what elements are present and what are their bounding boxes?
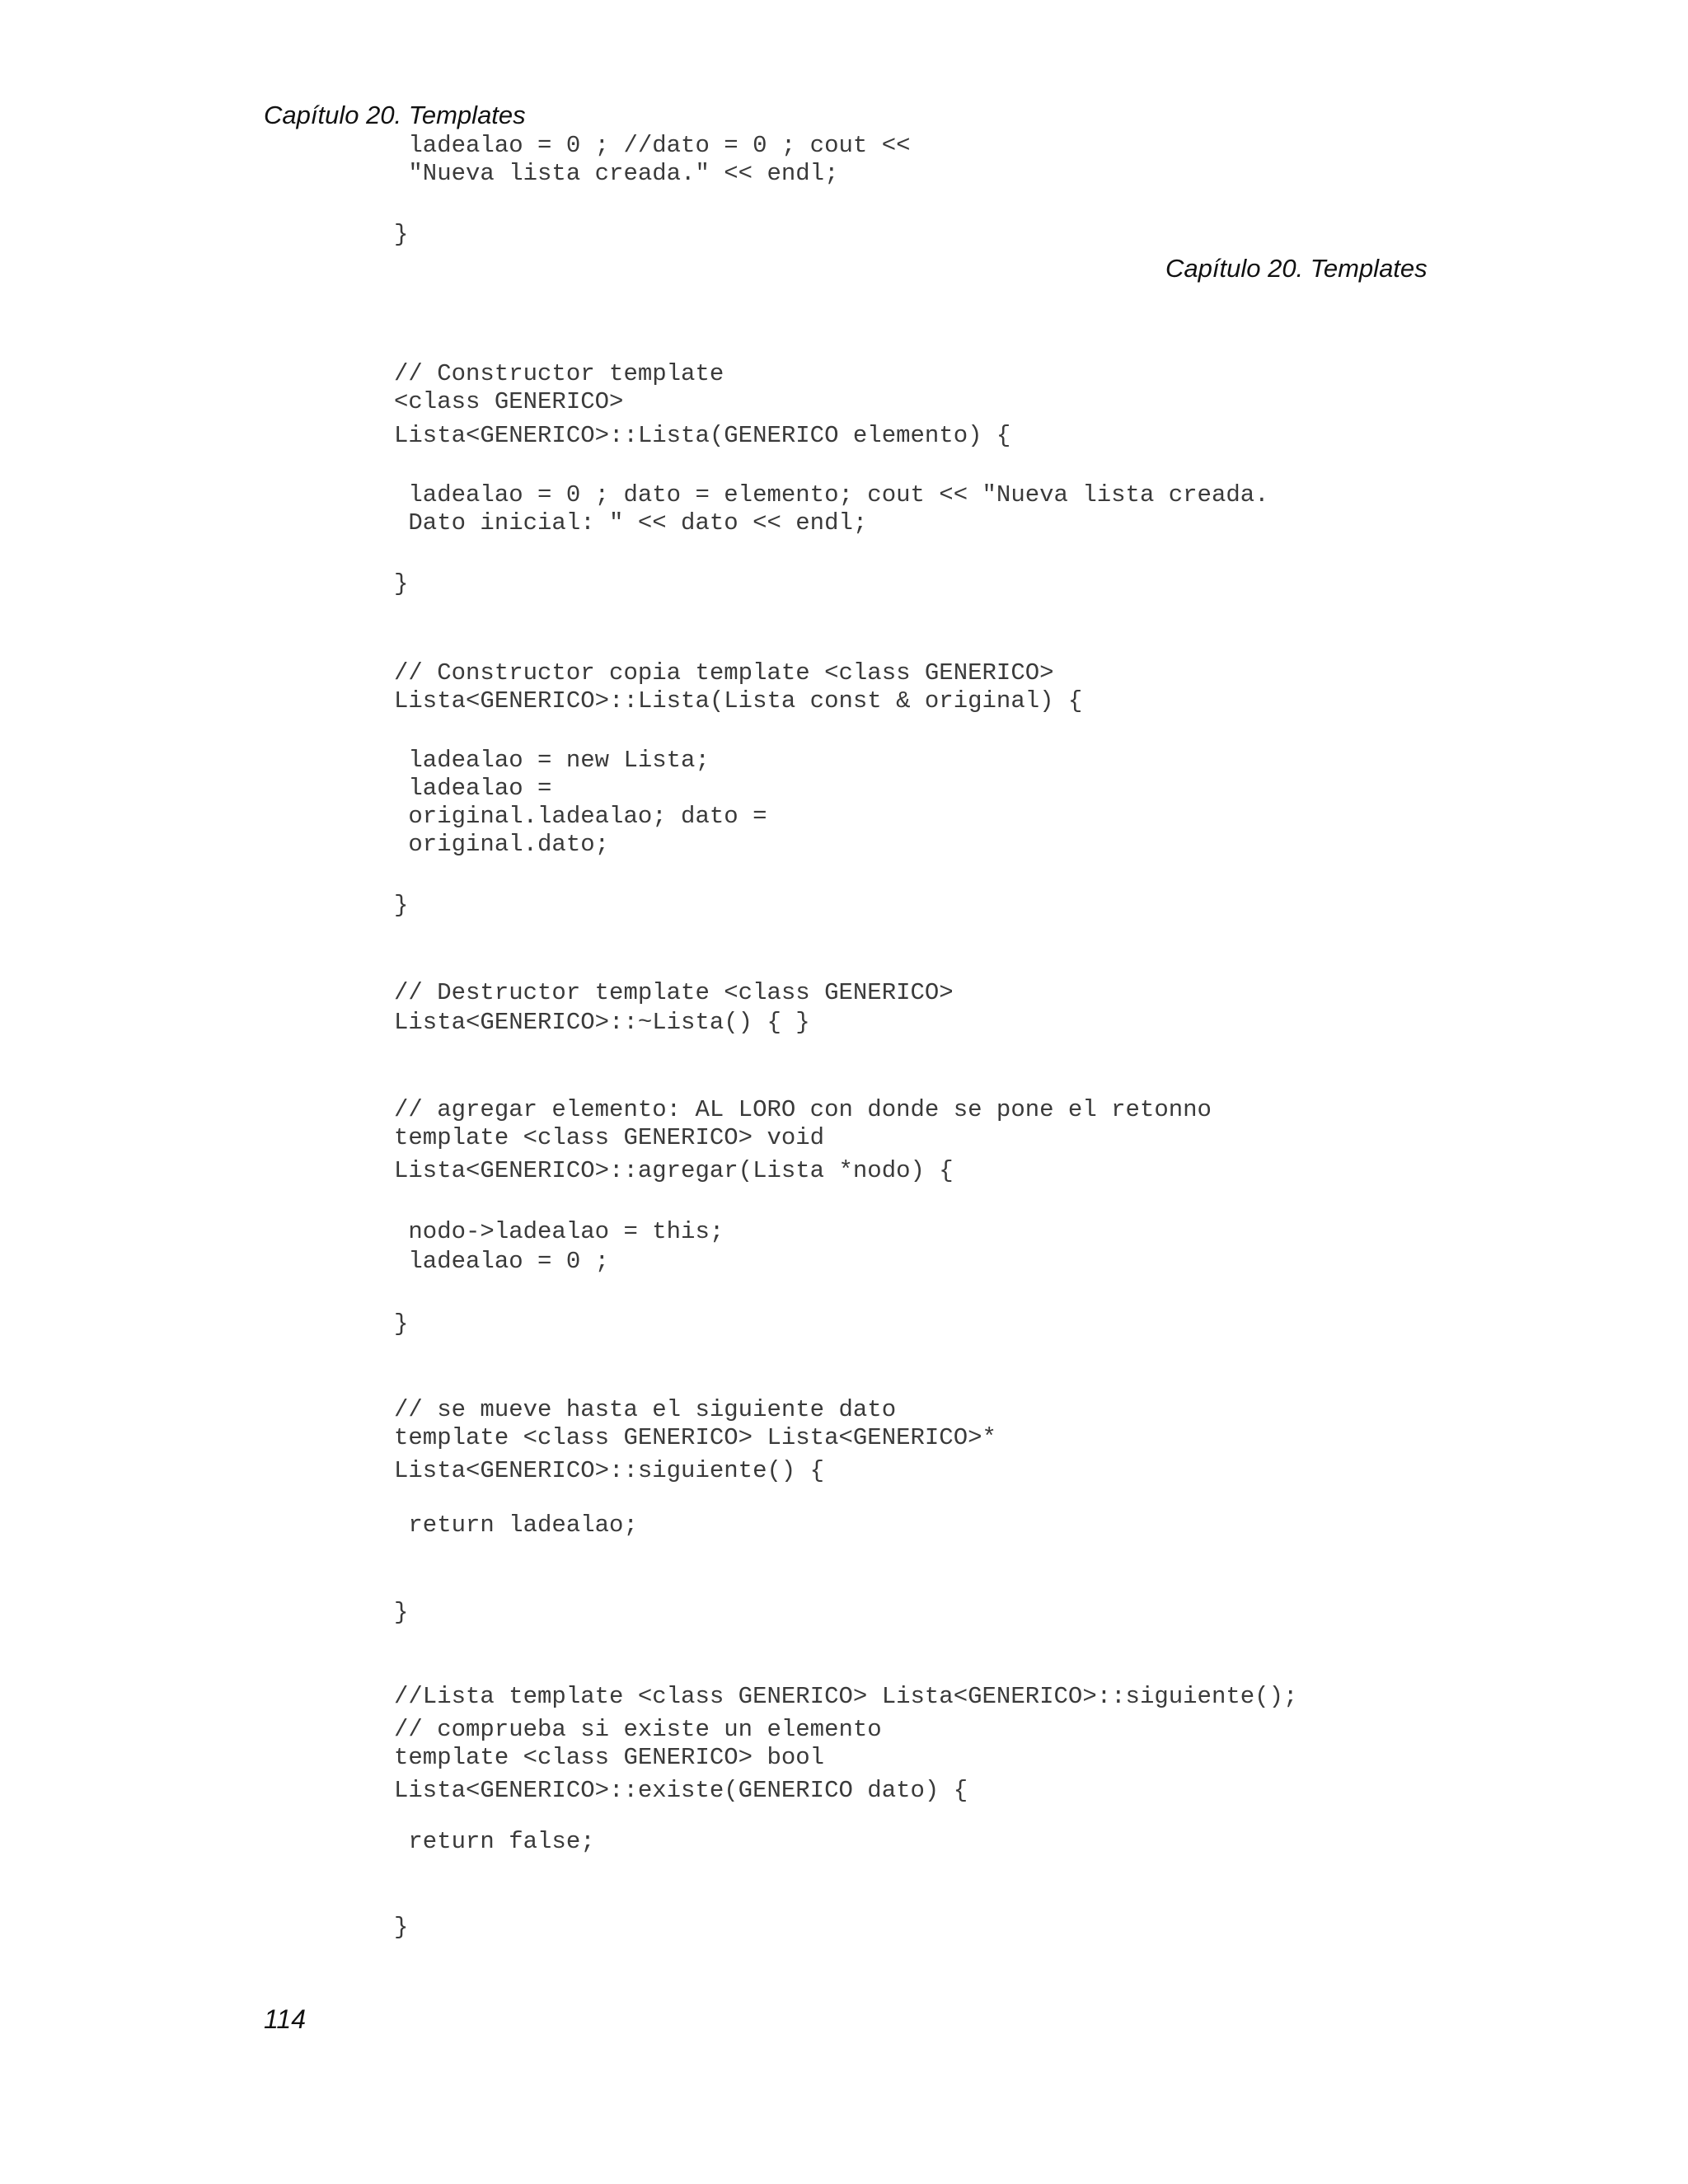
code-line: Lista<GENERICO>::siguiente() { xyxy=(394,1457,825,1484)
code-line: original.dato; xyxy=(394,831,610,858)
page-number: 114 xyxy=(264,2004,307,2034)
code-line: Lista<GENERICO>::Lista(Lista const & original) { xyxy=(394,687,1083,715)
code-line: } xyxy=(394,570,409,598)
code-line: Lista<GENERICO>::agregar(Lista *nodo) { xyxy=(394,1157,954,1184)
code-line: } xyxy=(394,892,409,919)
code-line: ladealao = 0 ; dato = elemento; cout << "Nueva lista creada. xyxy=(394,481,1269,509)
code-comment: // comprueba si existe un elemento xyxy=(394,1716,882,1743)
code-line: Lista<GENERICO>::~Lista() { } xyxy=(394,1009,810,1036)
code-line: } xyxy=(394,221,409,248)
code-line: Lista<GENERICO>::existe(GENERICO dato) { xyxy=(394,1777,968,1804)
code-line: } xyxy=(394,1914,409,1941)
code-line: nodo->ladealao = this; xyxy=(394,1218,724,1245)
code-line: ladealao = 0 ; //dato = 0 ; cout << xyxy=(394,132,911,159)
code-line: original.ladealao; dato = xyxy=(394,803,767,830)
code-line: } xyxy=(394,1599,409,1626)
code-line: ladealao = new Lista; xyxy=(394,747,710,774)
running-header-top: Capítulo 20. Templates xyxy=(264,101,526,129)
code-line: template <class GENERICO> bool xyxy=(394,1744,825,1771)
code-line: Lista<GENERICO>::Lista(GENERICO elemento) { xyxy=(394,422,1011,449)
code-comment: // agregar elemento: AL LORO con donde se pone el retonno xyxy=(394,1096,1212,1123)
code-comment: // Constructor copia template <class GENERICO> xyxy=(394,659,1054,687)
running-header-right: Capítulo 20. Templates xyxy=(1165,254,1428,283)
code-comment: // se mueve hasta el siguiente dato xyxy=(394,1396,897,1423)
code-line: return ladealao; xyxy=(394,1511,638,1539)
code-line: template <class GENERICO> Lista<GENERICO>* xyxy=(394,1424,996,1451)
code-line: <class GENERICO> xyxy=(394,388,624,415)
code-line: ladealao = 0 ; xyxy=(394,1248,610,1275)
code-comment: // Constructor template xyxy=(394,360,724,387)
code-line: "Nueva lista creada." << endl; xyxy=(394,160,839,187)
code-line: ladealao = xyxy=(394,775,552,802)
code-line: template <class GENERICO> void xyxy=(394,1124,825,1151)
code-line: Dato inicial: " << dato << endl; xyxy=(394,509,868,537)
code-comment: // Destructor template <class GENERICO> xyxy=(394,979,954,1006)
code-comment: //Lista template <class GENERICO> Lista<GENERICO>::siguiente(); xyxy=(394,1683,1298,1710)
code-line: } xyxy=(394,1310,409,1338)
code-line: return false; xyxy=(394,1828,595,1855)
